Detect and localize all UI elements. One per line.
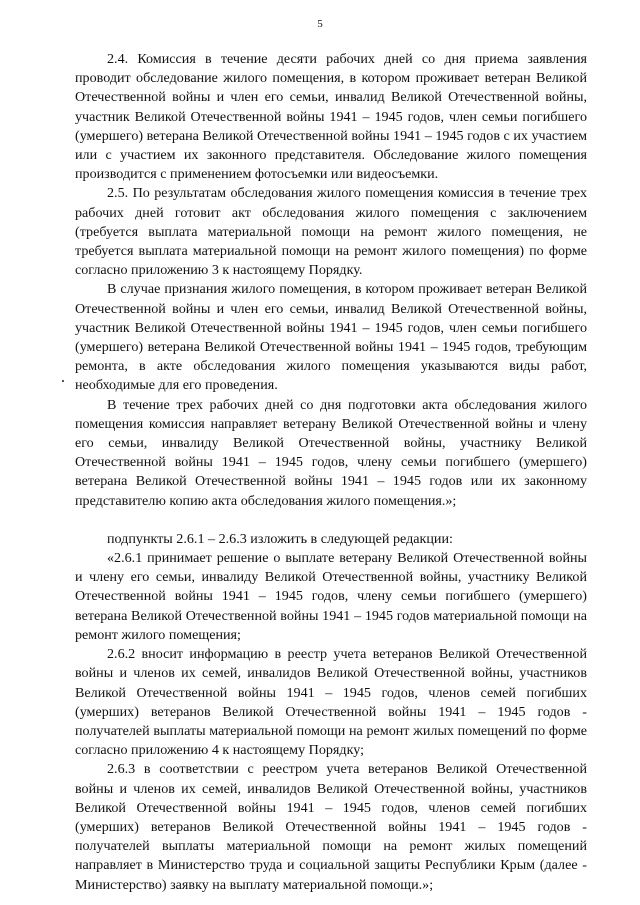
paragraph-2-5: 2.5. По результатам обследования жилого помещения комиссия в течение трех рабочих дней готовит акт обследования жилого помещения с заключением (требуется выплата материальной помощи на ремонт жилого помещения, не требуется выплата материальной помощи на ремонт жилого помещения) по форме согласно приложению 3 к настоящему Порядку. bbox=[75, 185, 587, 279]
document-body bbox=[75, 50, 587, 895]
paragraph-repair-case: В случае признания жилого помещения, в котором проживает ветеран Великой Отечественной войны и член его семьи, инвалид Великой Отечественной войны, участник Великой Отечественной войны 1941 – 1945 годов, член семьи погибшего (умершего) ветерана Великой Отечественной войны 1941 – 1945 годов, требующим ремонта, в акте обследования жилого помещения указываются виды работ, необходимые для его проведения. bbox=[75, 281, 587, 394]
section-gap bbox=[75, 511, 587, 530]
paragraph-2-6-2: 2.6.2 вносит информацию в реестр учета ветеранов Великой Отечественной войны и членов их семей, инвалидов Великой Отечественной войны, участников Великой Отечественной войны 1941 – 1945 годов, членов семей погибших (умерших) ветеранов Великой Отечественной войны 1941 – 1945 годов - получателей выплаты материальной помощи на ремонт жилых помещений по форме согласно приложению 4 к настоящему Порядку; bbox=[75, 646, 587, 759]
margin-mark bbox=[62, 380, 64, 382]
paragraph-2-6-3: 2.6.3 в соответствии с реестром учета ветеранов Великой Отечественной войны и членов их семей, инвалидов Великой Отечественной войны, участников Великой Отечественной войны 1941 – 1945 годов, членов семей погибших (умерших) ветеранов Великой Отечественной войны 1941 – 1945 годов - получателей выплаты материальной помощи на ремонт жилых помещений направляет в Министерство труда и социальной защиты Республики Крым (далее - Министерство) заявку на выплату материальной помощи.»; bbox=[75, 761, 587, 893]
page-number: 5 bbox=[317, 18, 323, 30]
paragraph-act-copy: В течение трех рабочих дней со дня подготовки акта обследования жилого помещения комиссия направляет ветерану Великой Отечественной войны и члену его семьи, инвалиду Великой Отечественной войны, участнику Великой Отечественной войны 1941 – 1945 годов, члену семьи погибшего (умершего) ветерана Великой Отечественной войны 1941 – 1945 годов или их законному представителю копию акта обследования жилого помещения.»; bbox=[75, 396, 587, 509]
paragraph-subclauses-intro: подпункты 2.6.1 – 2.6.3 изложить в следующей редакции: bbox=[107, 530, 453, 547]
paragraph-2-4: 2.4. Комиссия в течение десяти рабочих дней со дня приема заявления проводит обследование жилого помещения, в котором проживает ветеран Великой Отечественной войны и член его семьи, инвалид Великой Отечественной войны, участник Великой Отечественной войны 1941 – 1945 годов, член семьи погибшего (умершего) ветерана Великой Отечественной войны 1941 – 1945 годов с их участием или с участием их законного представителя. Обследование жилого помещения производится с применением фотосъемки или видеосъемки. bbox=[75, 51, 587, 183]
paragraph-2-6-1: «2.6.1 принимает решение о выплате ветерану Великой Отечественной войны и члену его семьи, инвалиду Великой Отечественной войны, участнику Великой Отечественной войны 1941 – 1945 годов, члену семьи погибшего (умершего) ветерана Великой Отечественной войны 1941 – 1945 годов материальной помощи на ремонт жилого помещения; bbox=[75, 550, 587, 643]
